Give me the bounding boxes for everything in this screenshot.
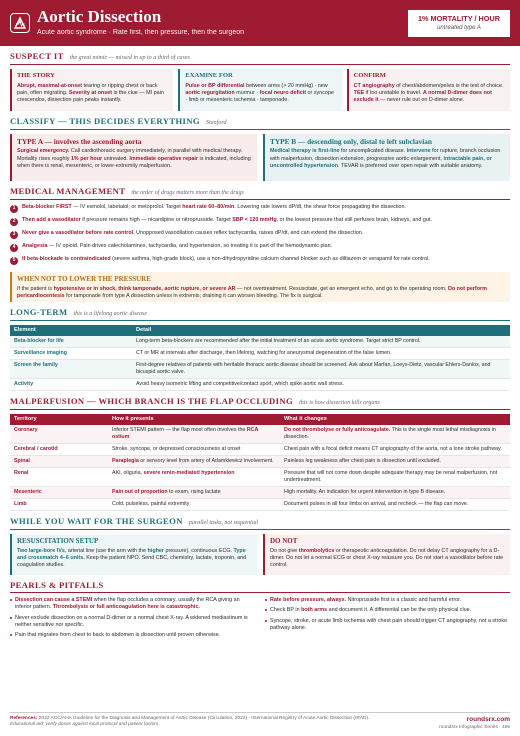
table-row: Surveillance imaging CT or MR at intervals after discharge, then lifelong, watching for aneurysmal degeneration of the false lumen. — [10, 347, 510, 359]
section-malperfusion: MALPERFUSION — WHICH BRANCH IS THE FLAP OCCLUDING this is how dissection kills organs — [10, 391, 510, 410]
table-row: Limb Cold, pulseless, painful extremity Document pulses in all four limbs on arrival, and recheck — the flap can move. — [10, 499, 510, 511]
table-row: Screen the family First-degree relatives of patients with heritable thoracic aortic disease should be screened. Ask about Marfan, Loeys-Dietz, vascular Ehlers-Danlos, and bicuspid aortic valve. — [10, 359, 510, 378]
list-item: 5 If beta-blockade is contraindicated (severe asthma, high-grade block), use a non-dihydropyridine calcium channel blocker such as diltiazem or verapamil for rate control. — [10, 256, 510, 269]
section-waiting: WHILE YOU WAIT FOR THE SURGEON parallel tasks, not sequential — [10, 511, 510, 530]
management-steps — [10, 204, 510, 269]
page-title: Aortic Dissection — [37, 7, 162, 27]
malperfusion-table: Territory How it presents What it changes Coronary Inferior STEMI pattern — the flap most often involves the RCA ostium Do not thrombolyse or fully anticoagulate. This is the single most lethal misdiagnosis in dissection. Cerebral / carotid Stroke, syncope, or depressed consciousness at onset Chest pain with a focal deficit means CT angiography of the aorta, not a lone stroke pathway. Spinal Paraplegia or sensory level from artery of Adamkiewicz involvement. Painless leg weakness after chest pain is dissection until excluded. Renal AKI, oliguria, severe renin-mediated hypertension Pressure that will not come down despite adequate therapy may be renal malperfusion, not undertreatment. Mesenteric Pain out of proportion to exam, rising lactate High mortality. An indication for urgent intervention in type B disease. Limb Cold, pulseless, painful extremity Document pulses in all four limbs on arrival, and recheck — the flap can move. — [10, 414, 510, 511]
pulse-logo-icon — [10, 13, 30, 33]
story-card: THE STORY Abrupt, maximal-at-onset tearing or ripping chest or back pain, often migrating. Severity at onset is the clue — MI pain crescendos, dissection pain peaks instantly. — [10, 69, 173, 111]
section-management: MEDICAL MANAGEMENT the order of drugs matters more than the drugs — [10, 181, 510, 200]
section-pitfalls: PEARLS & PITFALLS — [10, 575, 510, 593]
list-item: Syncope, stroke, or acute limb ischemia with chest pain should trigger CT angiography, not a stroke pathway alone. — [265, 618, 510, 632]
table-row: Coronary Inferior STEMI pattern — the flap most often involves the RCA ostium Do not thrombolyse or fully anticoagulate. This is the single most lethal misdiagnosis in dissection. — [10, 425, 510, 443]
longterm-table: Element Detail Beta-blocker for life Long-term beta-blockers are recommended after the initial treatment of an acute aortic syndrome. Target strict BP control. Surveillance imaging CT or MR at intervals after discharge, then lifelong, watching for aneurysmal degeneration of the false lumen. Screen the family First-degree relatives of patients with heritable thoracic aortic disease should be screened. Ask about Marfan, Loeys-Dietz, vascular Ehlers-Danlos, and bicuspid aortic valve. Activity Avoid heavy isometric lifting and competitive/contact sport, which spike aortic wall stress. — [10, 325, 510, 391]
do-not-card: DO NOT Do not give thrombolytics or therapeutic anticoagulation. Do not delay CT angiography for a D-dimer. Do not let a normal ECG or chest X-ray reassure you. Do not start a vasodilator before rate control. — [263, 534, 510, 575]
list-item: Check BP in both arms and document it. A differential can be the only physical clue. — [265, 607, 510, 614]
header — [0, 0, 520, 46]
list-item: 2 Then add a vasodilator if pressure remains high — nicardipine or nitroprusside. Target SBP < 120 mmHg, or the lowest pressure that still perfuses brain, kidneys, and gut. — [10, 217, 510, 230]
list-item: 3 Never give a vasodilator before rate control. Unopposed vasodilation causes reflex tachycardia, raises dP/dt, and can extend the dissection. — [10, 230, 510, 243]
table-row: Renal AKI, oliguria, severe renin-mediated hypertension Pressure that will not come down despite adequate therapy may be renal malperfusion, not undertreatment. — [10, 468, 510, 487]
section-classify: CLASSIFY — THIS DECIDES EVERYTHING Stanford — [10, 111, 510, 130]
footer: References: 2022 ACC/AHA Guideline for the Diagnosis and Management of Aortic Disease (Circulation, 2022) · International Registry of Acute Aortic Dissection (IRAD). Educational aid; verify doses against local protocol and patient factors. roundsrx.com roundsrx Infographic Series · 455 — [10, 712, 510, 731]
warning-box: WHEN NOT TO LOWER THE PRESSURE If the patient is hypotensive or in shock, think tamponade, aortic rupture, or severe AR — not overtreatment. Resuscitate, get an emergent echo, and go to the operating room. Do not perform pericardiocentesis for tamponade from type A dissection unless in extremis; draining it can worsen bleeding. The fix is surgical. — [10, 272, 510, 302]
type-a-card: TYPE A — involves the ascending aorta Surgical emergency. Call cardiothoracic surgery immediately, in parallel with medical therapy. Mortality rises roughly 1% per hour untreated. Immediate operative repair is indicated, including when there is renal, mesenteric, or lower-extremity malperfusion. — [10, 134, 257, 181]
confirm-card: CONFIRM CT angiography of chest/abdomen/pelvis is the test of choice. TEE if too unstable to travel. A normal D-dimer does not exclude it — never rule out on D-dimer alone. — [347, 69, 510, 111]
table-row: Beta-blocker for life Long-term beta-blockers are recommended after the initial treatment of an acute aortic syndrome. Target strict BP control. — [10, 336, 510, 347]
list-item: Pain that migrates from chest to back to abdomen is dissection until proven otherwise. — [10, 632, 255, 639]
table-row: Activity Avoid heavy isometric lifting and competitive/contact sport, which spike aortic wall stress. — [10, 378, 510, 390]
brand-link[interactable]: roundsrx.com — [466, 716, 510, 723]
type-b-card: TYPE B — descending only, distal to left subclavian Medical therapy is first-line for uncomplicated disease. Intervene for rupture, branch occlusion with malperfusion, dissection extension, progressive aortic enlargement, intractable pain, or uncontrolled hypertension. TEVAR is preferred over open repair with suitable anatomy. — [263, 134, 510, 181]
section-suspect: SUSPECT IT the great mimic — missed in up to a third of cases — [10, 46, 510, 65]
table-row: Spinal Paraplegia or sensory level from artery of Adamkiewicz involvement. Painless leg weakness after chest pain is dissection until excluded. — [10, 456, 510, 468]
examine-card: EXAMINE FOR Pulse or BP differential between arms (> 20 mmHg) · new aortic regurgitation murmur · focal neuro deficit or syncope · limb or mesenteric ischemia · tamponade. — [178, 69, 341, 111]
list-item: Dissection can cause a STEMI when the flap occludes a coronary, usually the RCA giving an inferior pattern. Thrombolysis or full anticoagulation here is catastrophic. — [10, 597, 255, 611]
table-row: Cerebral / carotid Stroke, syncope, or depressed consciousness at onset Chest pain with a focal deficit means CT angiography of the aorta, not a lone stroke pathway. — [10, 444, 510, 456]
page-subtitle: Acute aortic syndrome · Rate first, then pressure, then the surgeon — [37, 29, 244, 37]
list-item: Never exclude dissection on a normal D-dimer or a normal chest X-ray. A widened mediastinum is neither sensitive nor specific. — [10, 615, 255, 629]
list-item: 4 Analgesia — IV opioid. Pain drives catecholamines, tachycardia, and hypertension, so treating it is part of the hemodynamic plan. — [10, 243, 510, 256]
resuscitation-card: RESUSCITATION SETUP Two large-bore IVs, arterial line (use the arm with the higher pressure), continuous ECG. Type and crossmatch 4–6 units. Keep the patient NPO. Send CBC, chemistry, lactate, troponin, and coagulation studies. — [10, 534, 257, 575]
list-item: 1 Beta-blocker FIRST — IV esmolol, labetalol, or metoprolol. Target heart rate 60–80/min. Lowering rate lowers dP/dt, the shear force propagating the dissection. — [10, 204, 510, 217]
table-row: Mesenteric Pain out of proportion to exam, rising lactate High mortality. An indication for urgent intervention in type B disease. — [10, 487, 510, 499]
list-item: Rate before pressure, always. Nitroprusside first is a classic and harmful error. — [265, 597, 510, 604]
pitfalls-list — [10, 597, 510, 642]
mortality-badge: 1% MORTALITY / HOUR untreated type A — [408, 10, 510, 37]
section-longterm: LONG-TERM this is a lifelong aortic disease — [10, 302, 510, 321]
